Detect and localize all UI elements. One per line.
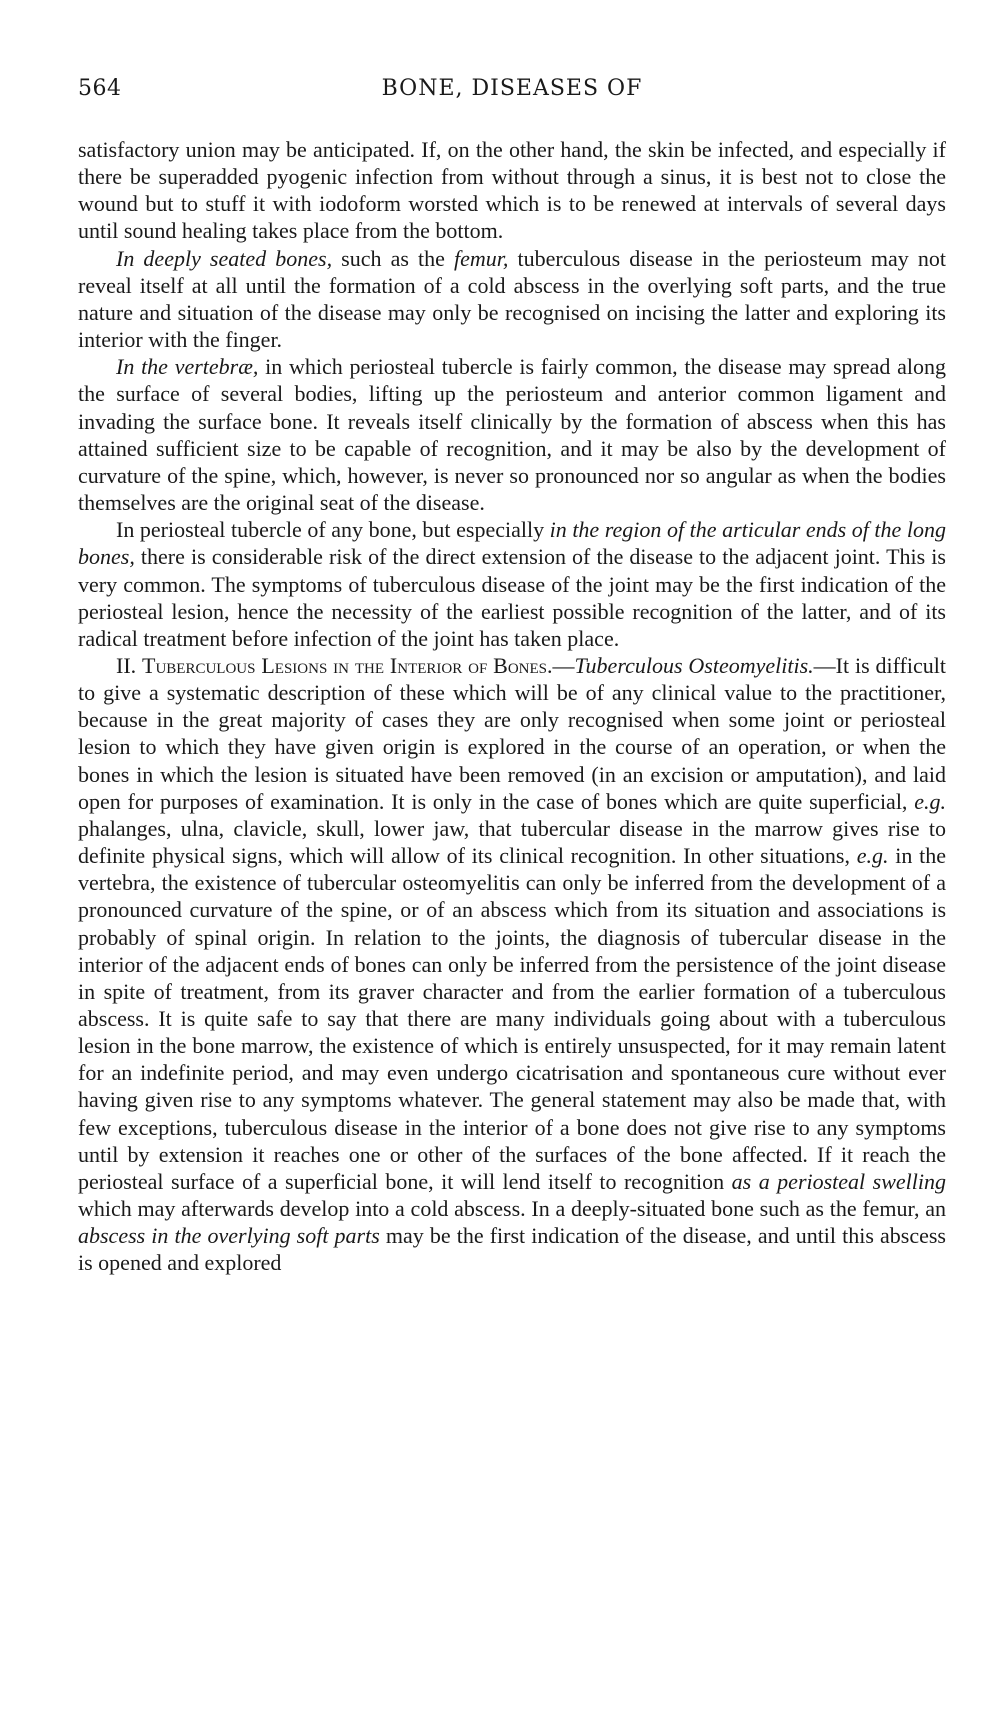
- page: [78, 70, 946, 1700]
- body-text: [78, 136, 946, 1277]
- paragraph: [78, 136, 946, 245]
- italic-text: in the region of the articular ends of the long bones,: [78, 517, 946, 570]
- text-run: satisfactory union may be anticipated. If, on the other hand, the skin be infected, and especially if there be superadded pyogenic infection from without through a sinus, it is best not to close the wound but to stuff it with iodoform worsted which is to be renewed at intervals of several days until sound healing takes place from the bottom.: [78, 137, 946, 244]
- italic-text: Tuberculous Osteomyelitis.: [574, 652, 814, 678]
- text-run: In periosteal tubercle of any bone, but especially: [116, 517, 550, 543]
- text-run: which may afterwards develop into a cold abscess. In a deeply-situated bone such as the femur, an: [78, 1196, 946, 1222]
- paragraph: [78, 245, 946, 354]
- paragraph: [78, 652, 946, 1277]
- italic-text: as a periosteal swelling: [731, 1168, 946, 1194]
- text-run: in the vertebra, the existence of tubercular osteomyelitis can only be inferred from the development of a pronounced curvature of the spine, or of an abscess which from its situation and associations is probably of spinal origin. In relation to the joints, the diagnosis of tubercular disease in the interior of the adjacent ends of bones can only be inferred from the persistence of the joint disease in spite of treatment, from its graver character and from the earlier formation of a tuberculous abscess. It is quite safe to say that there are many individuals going about with a tuberculous lesion in the bone marrow, the existence of which is entirely unsuspected, for it may remain latent for an indefinite period, and may even undergo cicatrisation and spontaneous cure without ever having given rise to any symptoms whatever. The general statement may also be made that, with few exceptions, tuberculous disease in the interior of a bone does not give rise to any symptoms until by extension it reaches one or other of the surfaces of the bone affected. If it reach the periosteal surface of a superficial bone, it will lend itself to recognition: [78, 843, 946, 1194]
- text-run: tuberculous disease in the periosteum may not reveal itself at all until the formation of a cold abscess in the overlying soft parts, and the true nature and situation of the disease may only be recognised on incising the latter and exploring its interior with the finger.: [78, 245, 947, 353]
- running-head: [78, 70, 946, 110]
- text-run: —: [552, 652, 575, 678]
- running-title: BONE, DISEASES OF: [381, 76, 643, 101]
- italic-text: femur,: [454, 245, 509, 271]
- text-run: such as the: [332, 245, 455, 271]
- text-run: II.: [116, 652, 143, 678]
- text-run: may be the first indication of the disease, and until this abscess is opened and explored: [78, 1223, 946, 1276]
- text-run: in which periosteal tubercle is fairly common, the disease may spread along the surface of several bodies, lifting up the periosteum and anterior common ligament and invading the surface bone. It reveals itself clinically by the formation of abscess when this has attained sufficient size to be capable of recognition, and it may be also by the development of curvature of the spine, which, however, is never so pronounced nor so angular as when the bodies themselves are the original seat of the disease.: [78, 354, 947, 516]
- paragraph: [78, 353, 946, 516]
- text-run: —It is difficult to give a systematic description of these which will be of any clinical value to the practitioner, because in the great majority of cases they are only recognised when some joint or periosteal lesion to which they have given origin is explored in the course of an operation, or when the bones in which the lesion is situated have been removed (in an excision or amputation), and laid open for purposes of examination. It is only in the case of bones which are quite superficial,: [78, 652, 946, 814]
- italic-text: In the vertebræ,: [116, 354, 259, 380]
- italic-text: abscess in the overlying soft parts: [78, 1223, 380, 1249]
- text-run: phalanges, ulna, clavicle, skull, lower jaw, that tubercular disease in the marrow gives rise to definite physical signs, which will allow of its clinical recognition. In other situations,: [78, 815, 946, 869]
- paragraph: [78, 516, 946, 652]
- text-run: there is considerable risk of the direct extension of the disease to the adjacent joint. This is very common. The symptoms of tuberculous disease of the joint may be the first indication of the periosteal lesion, hence the necessity of the earliest possible recognition of the latter, and of its radical treatment before infection of the joint has taken place.: [78, 544, 946, 651]
- italic-text: e.g.: [914, 788, 946, 814]
- small-caps-heading: Tuberculous Lesions in the Interior of Bones.: [142, 652, 553, 678]
- italic-text: e.g.: [856, 843, 889, 869]
- italic-text: In deeply seated bones,: [116, 245, 333, 271]
- page-number: 564: [78, 76, 122, 101]
